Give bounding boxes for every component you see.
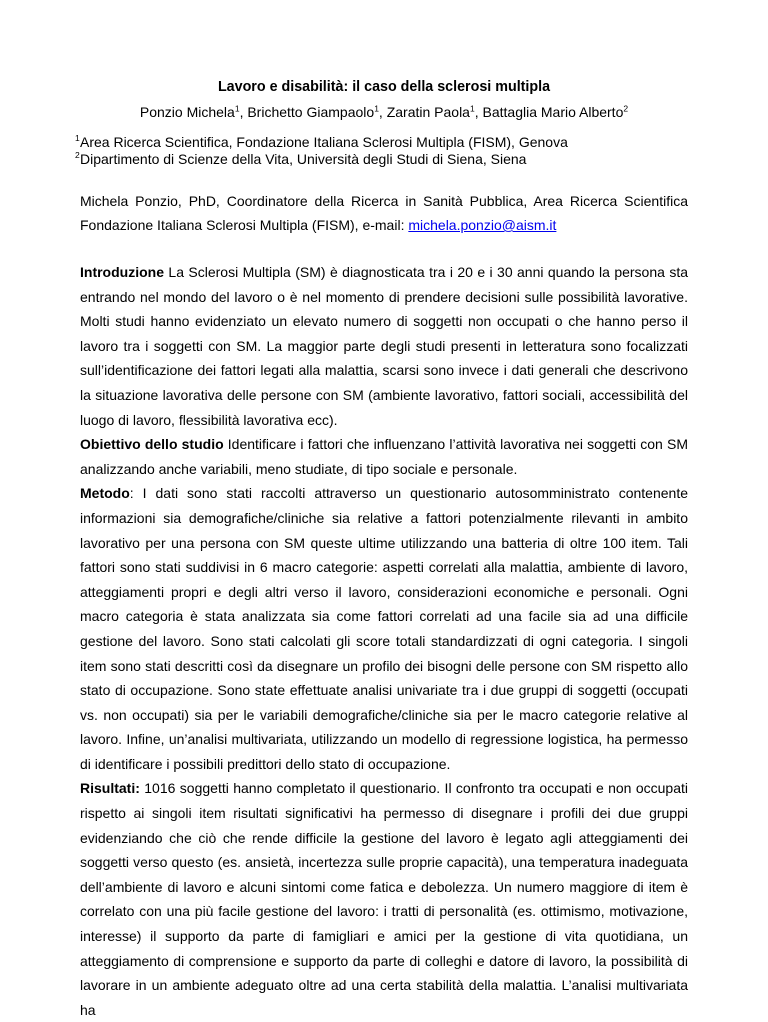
affiliation-text: Area Ricerca Scientifica, Fondazione Italiana Sclerosi Multipla (FISM), Genova bbox=[80, 134, 568, 150]
abstract-section-objective bbox=[80, 432, 688, 481]
affiliation-number: 1 bbox=[75, 133, 80, 143]
author: Brichetto Giampaolo$^1$, bbox=[247, 103, 387, 120]
author-affiliation-ref: 1 bbox=[374, 103, 379, 114]
corresponding-author bbox=[80, 189, 688, 237]
abstract-section-results bbox=[80, 776, 688, 1022]
author-list bbox=[80, 103, 688, 121]
section-text: Identificare i fattori che influenzano l’attività lavorativa nei soggetti con SM analizzando anche variabili, meno studiate, di tipo sociale e personale. bbox=[80, 436, 688, 477]
author-affiliation-ref: 1 bbox=[469, 103, 475, 114]
affiliation-number: 2 bbox=[75, 149, 80, 160]
affiliation bbox=[75, 133, 688, 151]
author: Zaratin Paola$^1$, bbox=[386, 103, 483, 120]
section-heading: Obiettivo dello studio bbox=[80, 436, 224, 453]
abstract-section-method bbox=[80, 481, 688, 776]
section-heading: Risultati: bbox=[80, 780, 140, 797]
affiliation bbox=[75, 149, 688, 168]
section-heading: Metodo bbox=[80, 485, 130, 502]
affiliation-text: Dipartimento di Scienze della Vita, Università degli Studi di Siena, Siena bbox=[80, 150, 527, 167]
section-text: La Sclerosi Multipla (SM) è diagnosticata tra i 20 e i 30 anni quando la persona sta entrando nel mondo del lavoro o è nel momento di prendere decisioni sulle possibilità lavorative. Molti studi hanno evidenziato un elevato numero di soggetti non occupati o che hanno perso il lavoro tra i soggetti con SM. La maggior parte degli studi presenti in letteratura sono focalizzati sull’identificazione dei fattori legati alla malattia, scarsi sono invece i dati generali che descrivono la situazione lavorativa delle persone con SM (ambiente lavorativo, fattori sociali, accessibilità del luogo di lavoro, flessibilità lavorativa ecc). bbox=[80, 264, 688, 428]
email-link[interactable]: michela.ponzio@aism.it bbox=[408, 217, 557, 233]
paper-title: Lavoro e disabilità: il caso della sclerosi multipla bbox=[217, 79, 551, 95]
abstract bbox=[80, 260, 688, 1022]
section-text: : I dati sono stati raccolti attraverso un questionario autosomministrato contenente informazioni sia demografiche/cliniche sia relative a fattori potenzialmente rilevanti in ambito lavorativo per una persona con SM queste ultime utilizzando una batteria di oltre 100 item. Tali fattori sono stati suddivisi in 6 macro categorie: aspetti correlati alla malattia, ambiente di lavoro, atteggiamenti propri e degli altri verso il lavoro, considerazioni economiche e personali. Ogni macro categoria è stata analizzata sia come fattori correlati ad una facile sia ad una difficile gestione del lavoro. Sono stati calcolati gli score totali standardizzati di ogni categoria. I singoli item sono stati descritti così da disegnare un profilo dei bisogni delle persone con SM rispetto allo stato di occupazione. Sono state effettuate analisi univariate tra i due gruppi di soggetti (occupati vs. non occupati) sia per le variabili demografiche/cliniche sia per le macro categorie relative al lavoro. Infine, un’analisi multivariata, utilizzando un modello di regressione logistica, ha permesso di identificare i possibili predittori dello stato di occupazione. bbox=[80, 485, 688, 772]
abstract-section-introduction bbox=[80, 260, 688, 432]
author: Ponzio Michela$^1$, bbox=[139, 103, 248, 120]
contact-text: Michela Ponzio, PhD, Coordinatore della Ricerca in Sanità Pubblica, Area Ricerca Scientifica Fondazione Italiana Sclerosi Multipla (FISM), e-mail: bbox=[80, 193, 688, 233]
paper-page bbox=[75, 78, 688, 1022]
section-text: 1016 soggetti hanno completato il questionario. Il confronto tra occupati e non occupati rispetto ai singoli item risultati significativi ha permesso di disegnare i profili dei due gruppi evidenziando che ciò che rende difficile la gestione del lavoro è legato agli atteggiamenti dei soggetti verso questo (es. ansietà, incertezza sulle proprie capacità), una temperatura inadeguata dell’ambiente di lavoro e alcuni sintomi come fatica e debolezza. Un numero maggiore di item è correlato con una più facile gestione del lavoro: i tratti di personalità (es. ottimismo, motivazione, interesse) il supporto da parte di famigliari e amici per la gestione di vita quotidiana, un atteggiamento di comprensione e supporto da parte di colleghi e datore di lavoro, la possibilità di lavorare in un ambiente adeguato oltre ad una certa stabilità della malattia. L’analisi multivariata ha bbox=[80, 780, 688, 1018]
author-affiliation-ref: 1 bbox=[234, 103, 240, 114]
section-heading: Introduzione bbox=[80, 264, 164, 280]
author-affiliation-ref: 2 bbox=[623, 103, 629, 114]
author: Battaglia Mario Alberto$^2$ bbox=[482, 103, 629, 120]
